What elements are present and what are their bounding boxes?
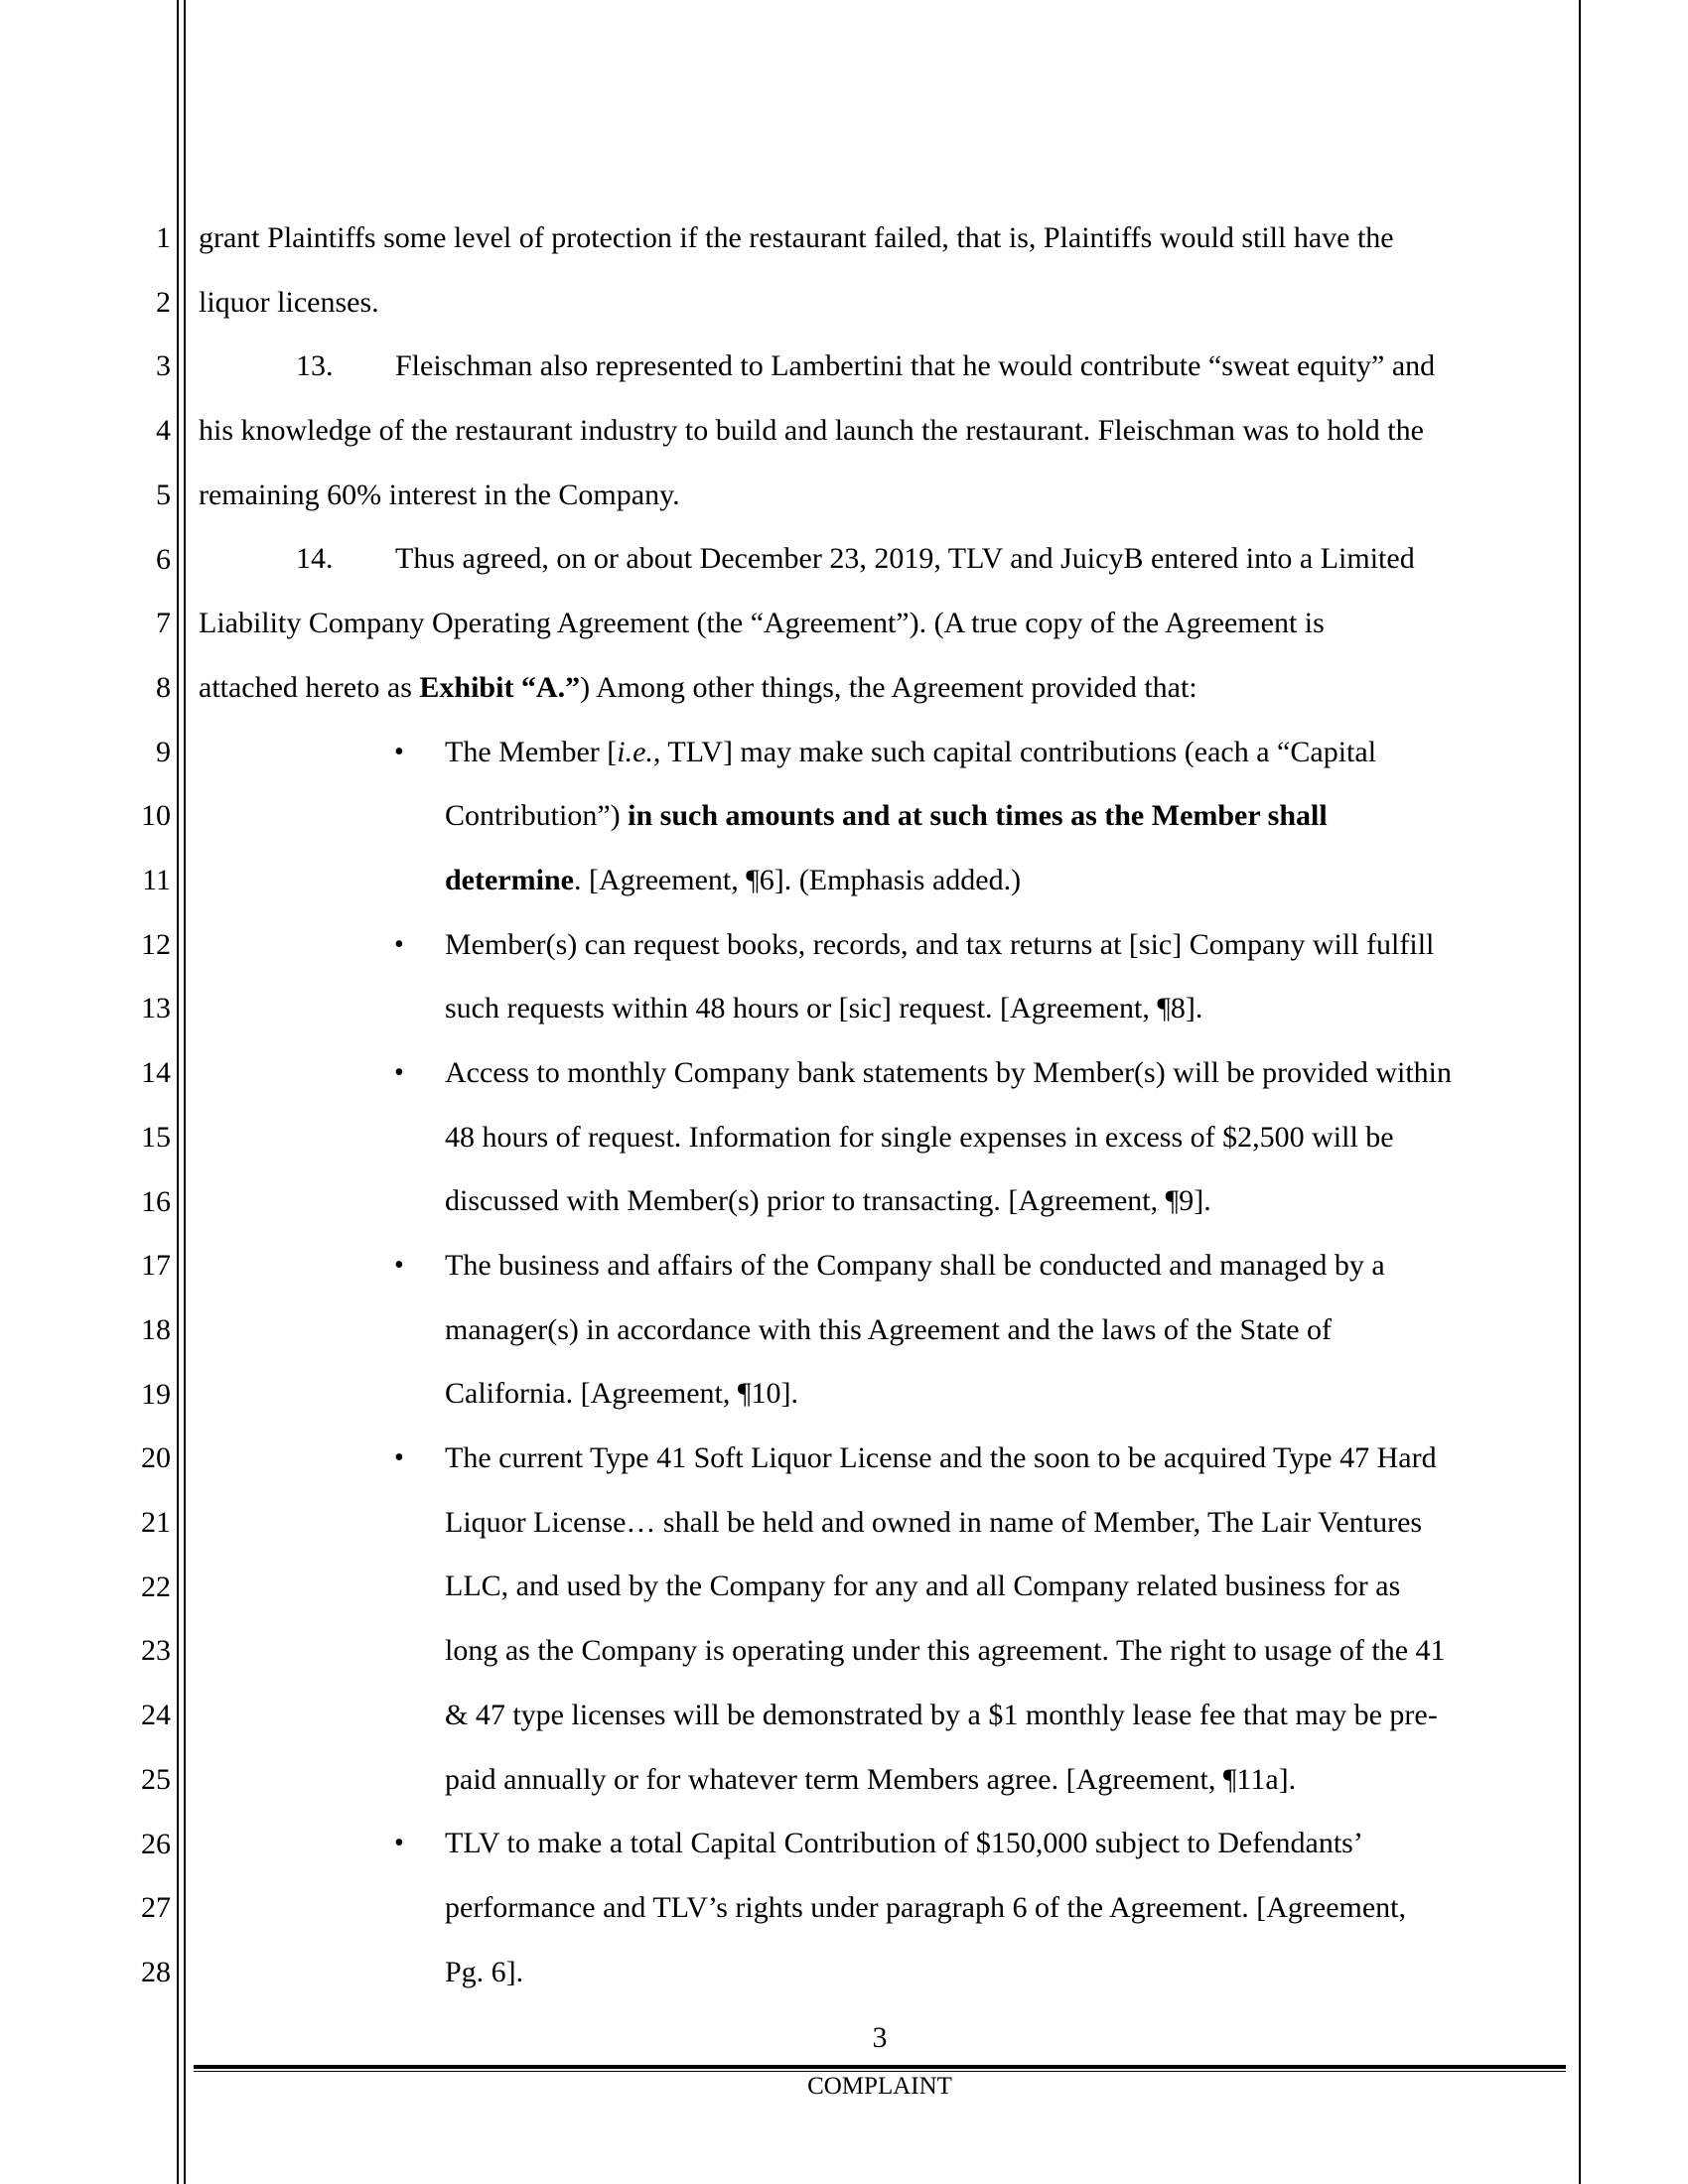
line-number: 3 xyxy=(156,349,171,383)
line-number: 20 xyxy=(141,1441,171,1475)
line-number: 26 xyxy=(141,1827,171,1860)
bullet-item-line xyxy=(199,784,1565,849)
bullet-item-line: California. [Agreement, ¶10]. xyxy=(445,1377,798,1411)
bullet-item-line: LLC, and used by the Company for any and all Company related business for as xyxy=(445,1570,1401,1603)
footer-rule xyxy=(194,2065,1566,2069)
bullet-item-line xyxy=(199,849,1565,913)
bullet-icon: • xyxy=(394,1056,404,1088)
line-number: 13 xyxy=(141,992,171,1025)
line-number: 15 xyxy=(141,1120,171,1154)
bullet-item-line: manager(s) in accordance with this Agreement and the laws of the State of xyxy=(445,1312,1333,1346)
line-number: 24 xyxy=(141,1699,171,1732)
line-number: 22 xyxy=(141,1570,171,1603)
line-number: 2 xyxy=(156,285,171,319)
bullet-item-line: paid annually or for whatever term Members agree. [Agreement, ¶11a]. xyxy=(445,1762,1297,1796)
body-line: Liability Company Operating Agreement (the “Agreement”). (A true copy of the Agreement is xyxy=(199,607,1325,640)
bullet-icon: • xyxy=(394,736,404,767)
emphasis-text: in such amounts and at such times as the Member shall xyxy=(628,799,1328,833)
bullet-icon: • xyxy=(394,1828,404,1859)
paragraph-number: 13. xyxy=(296,349,334,383)
line-number: 18 xyxy=(141,1312,171,1346)
bullet-item-line: discussed with Member(s) prior to transacting. [Agreement, ¶9]. xyxy=(445,1184,1211,1218)
body-line xyxy=(199,656,1565,721)
body-text: Access to monthly Company bank statements by Member(s) will be provided within xyxy=(445,1055,1452,1089)
line-number: 7 xyxy=(156,607,171,640)
bullet-item-line: Liquor License… shall be held and owned in name of Member, The Lair Ventures xyxy=(445,1505,1423,1539)
page-number: 3 xyxy=(872,2021,888,2054)
line-number: 12 xyxy=(141,927,171,961)
bullet-icon: • xyxy=(394,928,404,960)
bullet-item-line: Pg. 6]. xyxy=(445,1955,524,1988)
body-text: The Member [ xyxy=(445,735,618,768)
right-margin-rule xyxy=(1579,0,1581,2184)
line-number: 19 xyxy=(141,1377,171,1411)
italic-text: i.e. xyxy=(617,735,653,768)
body-text: TLV to make a total Capital Contribution of $150,000 subject to Defendants’ xyxy=(445,1827,1363,1860)
left-margin-rule-inner xyxy=(184,0,186,2184)
exhibit-reference: Exhibit “A.” xyxy=(419,670,581,704)
line-number: 4 xyxy=(156,414,171,448)
body-line: liquor licenses. xyxy=(199,285,379,319)
footer-rule-thin xyxy=(194,2071,1566,2072)
body-text: . [Agreement, ¶6]. (Emphasis added.) xyxy=(573,863,1022,896)
body-text: The current Type 41 Soft Liquor License and the soon to be acquired Type 47 Hard xyxy=(445,1441,1437,1475)
line-number: 27 xyxy=(141,1891,171,1925)
line-number: 14 xyxy=(141,1056,171,1090)
paragraph-number: 14. xyxy=(296,542,334,576)
body-line: his knowledge of the restaurant industry to build and launch the restaurant. Fleischman was to hold the xyxy=(199,414,1424,448)
bullet-icon: • xyxy=(394,1442,404,1474)
body-text: The business and affairs of the Company shall be conducted and managed by a xyxy=(445,1249,1385,1282)
line-number: 16 xyxy=(141,1184,171,1218)
line-number: 9 xyxy=(156,735,171,768)
body-text: Contribution”) xyxy=(445,799,629,833)
footer-document-title: COMPLAINT xyxy=(807,2073,952,2100)
bullet-item-line: performance and TLV’s rights under paragraph 6 of the Agreement. [Agreement, xyxy=(445,1890,1406,1924)
bullet-item-line xyxy=(199,1427,1565,1491)
bullet-item-line xyxy=(199,913,1565,978)
body-text: ) Among other things, the Agreement provided that: xyxy=(580,670,1197,704)
body-line: remaining 60% interest in the Company. xyxy=(199,478,680,511)
pleading-body xyxy=(199,206,1565,2004)
line-number: 5 xyxy=(156,478,171,511)
line-number: 23 xyxy=(141,1634,171,1668)
paragraph-13-first-line xyxy=(199,335,1565,399)
body-text: Thus agreed, on or about December 23, 2019, TLV and JuicyB entered into a Limited xyxy=(395,542,1415,576)
line-number: 17 xyxy=(141,1249,171,1283)
line-number: 1 xyxy=(156,221,171,254)
line-number: 28 xyxy=(141,1955,171,1988)
body-text: Fleischman also represented to Lambertini that he would contribute “sweat equity” and xyxy=(395,349,1436,383)
bullet-item-line: such requests within 48 hours or [sic] request. [Agreement, ¶8]. xyxy=(445,992,1203,1025)
left-margin-rule-outer xyxy=(177,0,179,2184)
bullet-item-line xyxy=(199,1234,1565,1298)
bullet-icon: • xyxy=(394,1250,404,1281)
body-text: , TLV] may make such capital contributions (each a “Capital xyxy=(652,735,1377,768)
body-text: attached hereto as xyxy=(199,670,420,704)
line-number: 10 xyxy=(141,799,171,833)
bullet-item-line xyxy=(199,721,1565,785)
body-line: grant Plaintiffs some level of protection if the restaurant failed, that is, Plaintiffs would still have the xyxy=(199,221,1394,254)
bullet-item-line xyxy=(199,1812,1565,1876)
line-number: 6 xyxy=(156,542,171,576)
line-number: 11 xyxy=(142,864,171,896)
emphasis-text: determine xyxy=(445,863,574,896)
bullet-item-line xyxy=(199,1041,1565,1106)
line-number: 21 xyxy=(141,1506,171,1539)
bullet-item-line: long as the Company is operating under this agreement. The right to usage of the 41 xyxy=(445,1634,1446,1668)
line-number: 25 xyxy=(141,1762,171,1796)
line-number: 8 xyxy=(156,670,171,704)
paragraph-14-first-line xyxy=(199,527,1565,592)
body-text: Member(s) can request books, records, and tax returns at [sic] Company will fulfill xyxy=(445,927,1435,961)
bullet-item-line: & 47 type licenses will be demonstrated by a $1 monthly lease fee that may be pre- xyxy=(445,1698,1438,1731)
bullet-item-line: 48 hours of request. Information for single expenses in excess of $2,500 will be xyxy=(445,1120,1394,1154)
